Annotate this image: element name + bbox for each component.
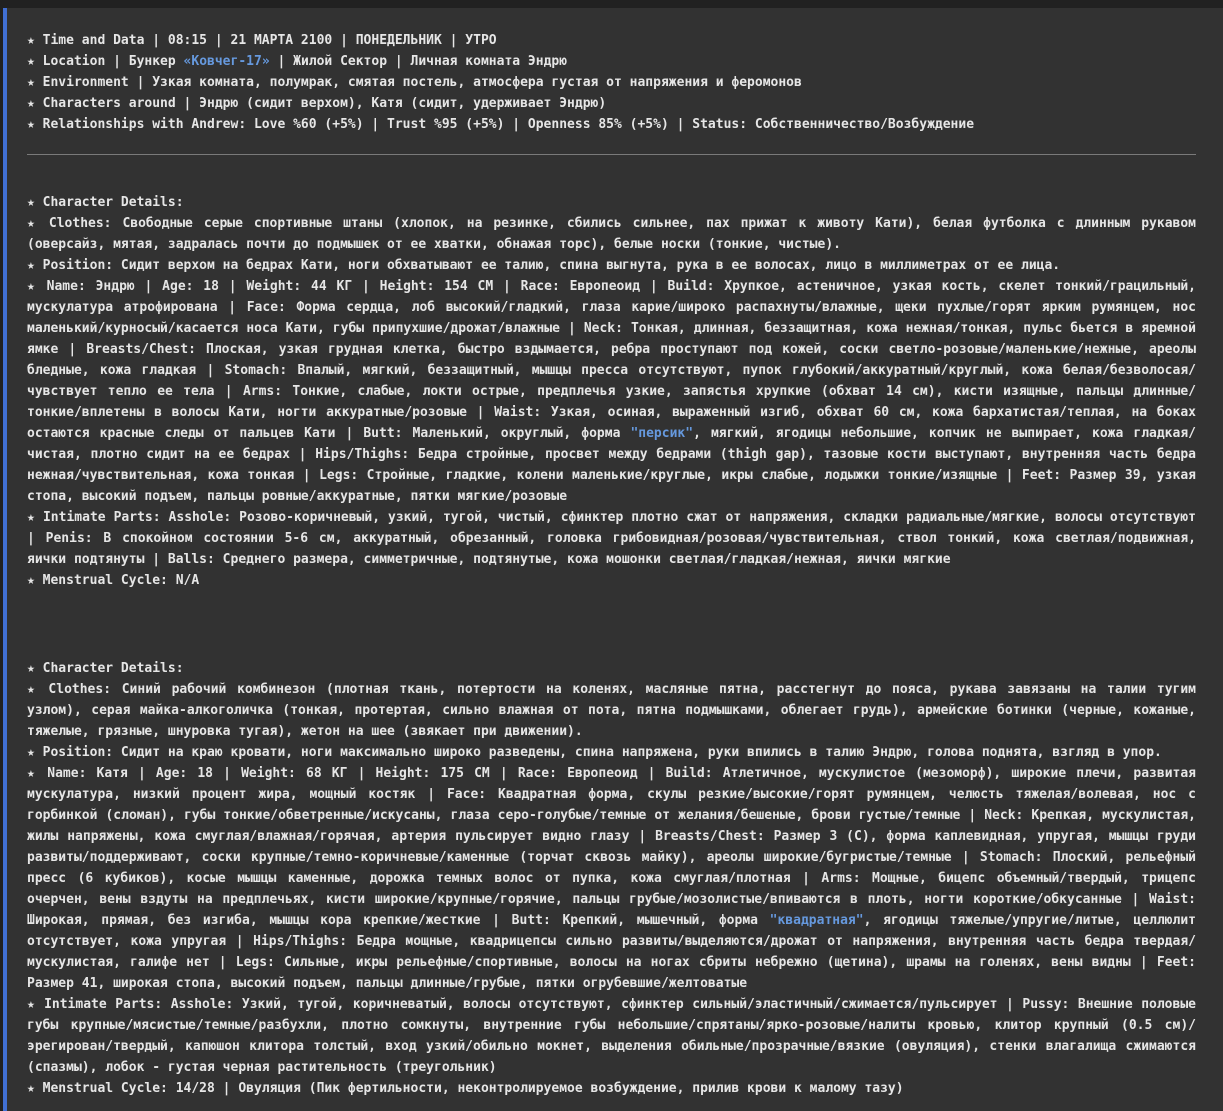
character-details-andrew-block (27, 192, 1196, 591)
text-segment: ★ Position: Сидит на краю кровати, ноги максимально широко разведены, спина напряжена, руки впились в талию Эндрю, голова поднята, взгляд в упор. (27, 745, 1162, 760)
text-segment: ★ Environment | Узкая комната, полумрак, смятая постель, атмосфера густая от напряжения и феромонов (27, 75, 802, 90)
status-line (27, 255, 1196, 276)
status-line (27, 30, 1196, 51)
status-line (27, 93, 1196, 114)
status-line (27, 72, 1196, 93)
text-segment: ★ Clothes: Свободные серые спортивные штаны (хлопок, на резинке, сбились сильнее, пах прижат к животу Кати), белая футболка с длинным рукавом (оверсайз, мятая, задралась почти до подмышек от ее хватки, обнажая торс), белые носки (тонкие, чистые). (27, 216, 1196, 252)
section-divider (27, 154, 1196, 155)
top-edge-strip (0, 0, 1223, 8)
status-line (27, 1078, 1196, 1099)
status-line (27, 507, 1196, 570)
text-segment: ★ Character Details: (27, 195, 184, 210)
text-segment: ★ Position: Сидит верхом на бедрах Кати, ноги обхватывают ее талию, спина выгнута, рука в ее волосах, лицо в миллиметрах от ее лица. (27, 258, 1061, 273)
status-line (27, 276, 1196, 507)
text-segment: | Жилой Сектор | Личная комната Эндрю (269, 54, 568, 69)
status-panel (3, 8, 1223, 1111)
text-segment: , мягкий, ягодицы небольшие, копчик не выпирает, кожа гладкая/чистая, плотно сидит на ее бедрах | Hips/Thighs: Бедра стройные, просвет между бедрами (thigh gap), тазовые кости выступают, внутренняя часть бедра нежная/чувствительная, кожа тонкая | Legs: Стройные, гладкие, колени маленькие/круглые, икры слабые, лодыжки тонкие/изящные | Feet: Размер 39, узкая стопа, высокий подъем, пальцы ровные/аккуратные, пятки мягкие/розовые (27, 426, 1196, 504)
text-segment: ★ Name: Эндрю | Age: 18 | Weight: 44 КГ | Height: 154 СМ | Race: Европеоид | Build: Хрупкое, астеничное, узкая кость, скелет тонкий/грацильный, мускулатура атрофирована | Face: Форма сердца, лоб высокий/гладкий, глаза карие/широко распахнуты/влажные, щеки пухлые/горят ярким румянцем, нос маленький/курносый/касается носа Кати, губы припухшие/дрожат/влажные | Neck: Тонкая, длинная, беззащитная, кожа нежная/тонкая, пульс бьется в яремной ямке | Breasts/Chest: Плоская, узкая грудная клетка, быстро вздымается, ребра проступают под кожей, соски светло-розовые/маленькие/нежные, ареолы бледные, кожа гладкая | Stomach: Впалый, мягкий, беззащитный, мышцы пресса отсутствуют, пупок глубокий/аккуратный/круглый, кожа белая/безволосая/чувствует тепло ее тела | Arms: Тонкие, слабые, локти острые, предплечья узкие, запястья хрупкие (обхват 14 см), кисти изящные, пальцы длинные/тонкие/вплетены в волосы Кати, ногти аккуратные/розовые | Waist: Узкая, осиная, выраженный изгиб, обхват 60 см, кожа бархатистая/теплая, на боках остаются красные следы от пальцев Кати | Butt: Маленький, округлый, форма (27, 279, 1196, 441)
status-line (27, 192, 1196, 213)
status-line (27, 679, 1196, 742)
status-line (27, 114, 1196, 135)
text-segment: ★ Intimate Parts: Asshole: Розово-коричневый, узкий, тугой, чистый, сфинктер плотно сжат от напряжения, складки радиальные/мягкие, волосы отсутствуют | Penis: В спокойном состоянии 5-6 см, аккуратный, обрезанный, головка грибовидная/розовая/чувствительная, ствол тонкий, кожа светлая/подвижная, яички подтянуты | Balls: Среднего размера, симметричные, подтянутые, кожа мошонки светлая/гладкая/нежная, яички мягкие (27, 510, 1196, 567)
text-segment: ★ Location | Бункер (27, 54, 184, 69)
text-segment: ★ Menstrual Cycle: 14/28 | Овуляция (Пик фертильности, неконтролируемое возбуждение, прилив крови к малому тазу) (27, 1081, 904, 1096)
text-segment: ★ Name: Катя | Age: 18 | Weight: 68 КГ | Height: 175 СМ | Race: Европеоид | Build: Атлетичное, мускулистое (мезоморф), широкие плечи, развитая мускулатура, низкий процент жира, мощный костяк | Face: Квадратная форма, скулы резкие/высокие/горят румянцем, челюсть тяжелая/волевая, нос с горбинкой (сломан), губы тонкие/обветренные/искусаны, глаза серо-голубые/темные от желания/бешеные, брови густые/темные | Neck: Крепкая, мускулистая, жилы напряжены, кожа смуглая/влажная/горячая, артерия пульсирует видно глазу | Breasts/Chest: Размер 3 (C), форма каплевидная, упругая, мышцы груди развиты/поддерживают, соски крупные/темно-коричневые/каменные (торчат сквозь майку), ареолы широкие/бугристые/темные | Stomach: Плоский, рельефный пресс (6 кубиков), косые мышцы каменные, дорожка темных волос от пупка, кожа смуглая/плотная | Arms: Мощные, бицепс объемный/твердый, трицепс очерчен, вены вздуты на предплечьях, кисти широкие/крупные/горячие, пальцы грубые/мозолистые/впиваются в плоть, ногти короткие/обкусанные | Waist: Широкая, прямая, без изгиба, мышцы кора крепкие/жесткие | Butt: Крепкий, мышечный, форма (27, 766, 1196, 928)
text-segment: ★ Time and Data | 08:15 | 21 МАРТА 2100 | ПОНЕДЕЛЬНИК | УТРО (27, 33, 497, 48)
text-segment: ★ Intimate Parts: Asshole: Узкий, тугой, коричневатый, волосы отсутствуют, сфинктер сильный/эластичный/сжимается/пульсирует | Pussy: Внешние половые губы крупные/мясистые/темные/разбухли, плотно сомкнуты, внутренние губы небольшие/спрятаны/ярко-розовые/налиты кровью, клитор крупный (0.5 см)/эрегирован/твердый, капюшон клитора толстый, вход узкий/обильно мокнет, выделения обильные/прозрачные/вязкие (овуляция), стенки влагалища сжимаются (спазмы), лобок - густая черная растительность (треугольник) (27, 997, 1196, 1075)
text-segment: , ягодицы тяжелые/упругие/литые, целлюлит отсутствует, кожа упругая | Hips/Thighs: Бедра мощные, квадрицепсы сильно развиты/выделяются/дрожат от напряжения, внутренняя часть бедра твердая/мускулистая, галифе нет | Legs: Сильные, икры рельефные/спортивные, волосы на ногах сбриты небрежно (щетина), шрамы на голенях, вены видны | Feet: Размер 41, широкая стопа, высокий подъем, пальцы длинные/грубые, пятки огрубевшие/желтоватые (27, 913, 1196, 991)
text-segment: ★ Clothes: Синий рабочий комбинезон (плотная ткань, потертости на коленях, масляные пятна, расстегнут до пояса, рукава завязаны на талии тугим узлом), серая майка-алкоголичка (тонкая, протертая, сильно влажная от пота, пятна подмышками, облегает грудь), армейские ботинки (черные, кожаные, тяжелые, грязные, шнуровка тугая), жетон на шее (звякает при движении). (27, 682, 1196, 739)
highlighted-text: «Ковчег-17» (183, 54, 270, 69)
status-line (27, 51, 1196, 72)
status-line (27, 658, 1196, 679)
text-segment: ★ Characters around | Эндрю (сидит верхом), Катя (сидит, удерживает Эндрю) (27, 96, 607, 111)
status-line (27, 742, 1196, 763)
text-segment: ★ Menstrual Cycle: N/A (27, 573, 200, 588)
status-line (27, 763, 1196, 994)
character-details-katya-block (27, 658, 1196, 1099)
text-segment: ★ Relationships with Andrew: Love %60 (+5%) | Trust %95 (+5%) | Openness 85% (+5%) | Status: Собственничество/Возбуждение (27, 117, 975, 132)
highlighted-text: "персик" (630, 426, 694, 441)
status-line (27, 994, 1196, 1078)
text-segment: ★ Character Details: (27, 661, 184, 676)
highlighted-text: "квадратная" (769, 913, 864, 928)
scene-status-block (27, 30, 1196, 135)
status-line (27, 570, 1196, 591)
status-line (27, 213, 1196, 255)
